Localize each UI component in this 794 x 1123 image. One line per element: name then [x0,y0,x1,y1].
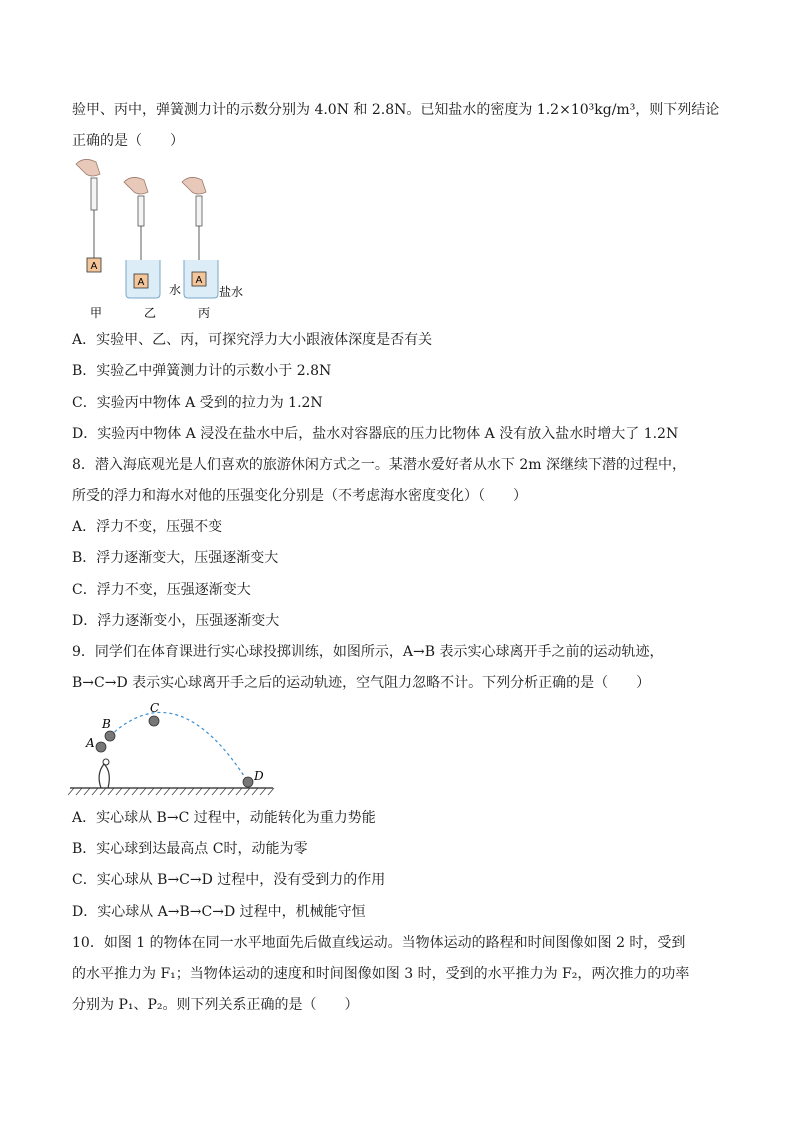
q9-line2: B→C→D 表示实心球离开手之后的运动轨迹，空气阻力忽略不计。下列分析正确的是（ ） [72,675,651,691]
q10-line2: 的水平推力为 F₁；当物体运动的速度和时间图像如图 3 时，受到的水平推力为 F₂，两次推力的功率 [72,966,690,982]
q9-trajectory-figure [68,700,278,800]
ball-trajectory [110,712,248,782]
q7-option-d: D．实验丙中物体 A 浸没在盐水中后，盐水对容器底的压力比物体 A 没有放入盐水时增大了 1.2N [72,426,679,442]
q7-intro-line2: 正确的是（ ） [72,133,184,149]
hand-icon [76,159,100,176]
thrower-figure-icon [99,764,109,788]
thrower-head-icon [103,759,109,765]
setup-yi [124,177,181,320]
setup-bing [182,177,243,320]
q8-option-a: A．浮力不变，压强不变 [72,519,223,535]
q7-spring-scale-figure [66,156,256,326]
label-bing: 丙 [197,306,211,320]
hand-icon [182,177,206,194]
block-a-label: A [137,277,145,288]
setup-jia [76,159,102,320]
q8-line1: 8．潜入海底观光是人们喜欢的旅游休闲方式之一。某潜水爱好者从水下 2m 深继续下潜的过程中， [72,457,686,473]
q7-option-a: A．实验甲、乙、丙，可探究浮力大小跟液体深度是否有关 [72,332,433,348]
q8-option-b: B．浮力逐渐变大，压强逐渐变大 [72,550,279,566]
q7-intro-line1: 验甲、丙中，弹簧测力计的示数分别为 4.0N 和 2.8N。已知盐水的密度为 1.2×10³kg/m³，则下列结论 [72,102,720,118]
point-c-label: C [150,701,160,715]
q10-line3: 分别为 P₁、P₂。则下列关系正确的是（ ） [72,997,359,1013]
q9-option-a: A．实心球从 B→C 过程中，动能转化为重力势能 [72,810,376,826]
q10-line1: 10．如图 1 的物体在同一水平地面先后做直线运动。当物体运动的路程和时间图像如图 2 时，受到 [72,935,686,951]
q9-line1: 9．同学们在体育课进行实心球投掷训练，如图所示，A→B 表示实心球离开手之前的运动轨迹， [72,644,664,660]
ground-hatching [68,788,274,795]
q8-option-c: C．浮力不变，压强逐渐变大 [72,582,251,598]
spring-scale-icon [91,178,97,210]
q9-option-b: B．实心球到达最高点 C时，动能为零 [72,841,308,857]
label-saltwater: 盐水 [219,285,244,299]
ball-at-d [243,777,253,787]
point-a-label: A [86,736,95,750]
q9-option-d: D．实心球从 A→B→C→D 过程中，机械能守恒 [72,904,366,920]
q8-option-d: D．浮力逐渐变小，压强逐渐变大 [72,613,280,629]
spring-scale-icon [196,196,202,226]
q7-option-b: B．实验乙中弹簧测力计的示数小于 2.8N [72,363,332,379]
block-a-label: A [90,261,98,272]
q8-line2: 所受的浮力和海水对他的压强变化分别是（不考虑海水密度变化）（ ） [72,488,527,504]
hand-icon [124,177,148,194]
label-yi: 乙 [143,306,157,320]
spring-scale-icon [138,196,144,226]
point-b-label: B [102,717,111,731]
q7-option-c: C．实验丙中物体 A 受到的拉力为 1.2N [72,395,323,411]
block-a-label: A [195,275,203,286]
q9-option-c: C．实心球从 B→C→D 过程中，没有受到力的作用 [72,872,386,888]
label-water: 水 [169,283,182,297]
point-d-label: D [254,769,264,783]
ball-at-a [96,742,106,752]
ball-at-b [105,731,115,741]
ball-at-c [149,716,159,726]
label-jia: 甲 [89,306,103,320]
